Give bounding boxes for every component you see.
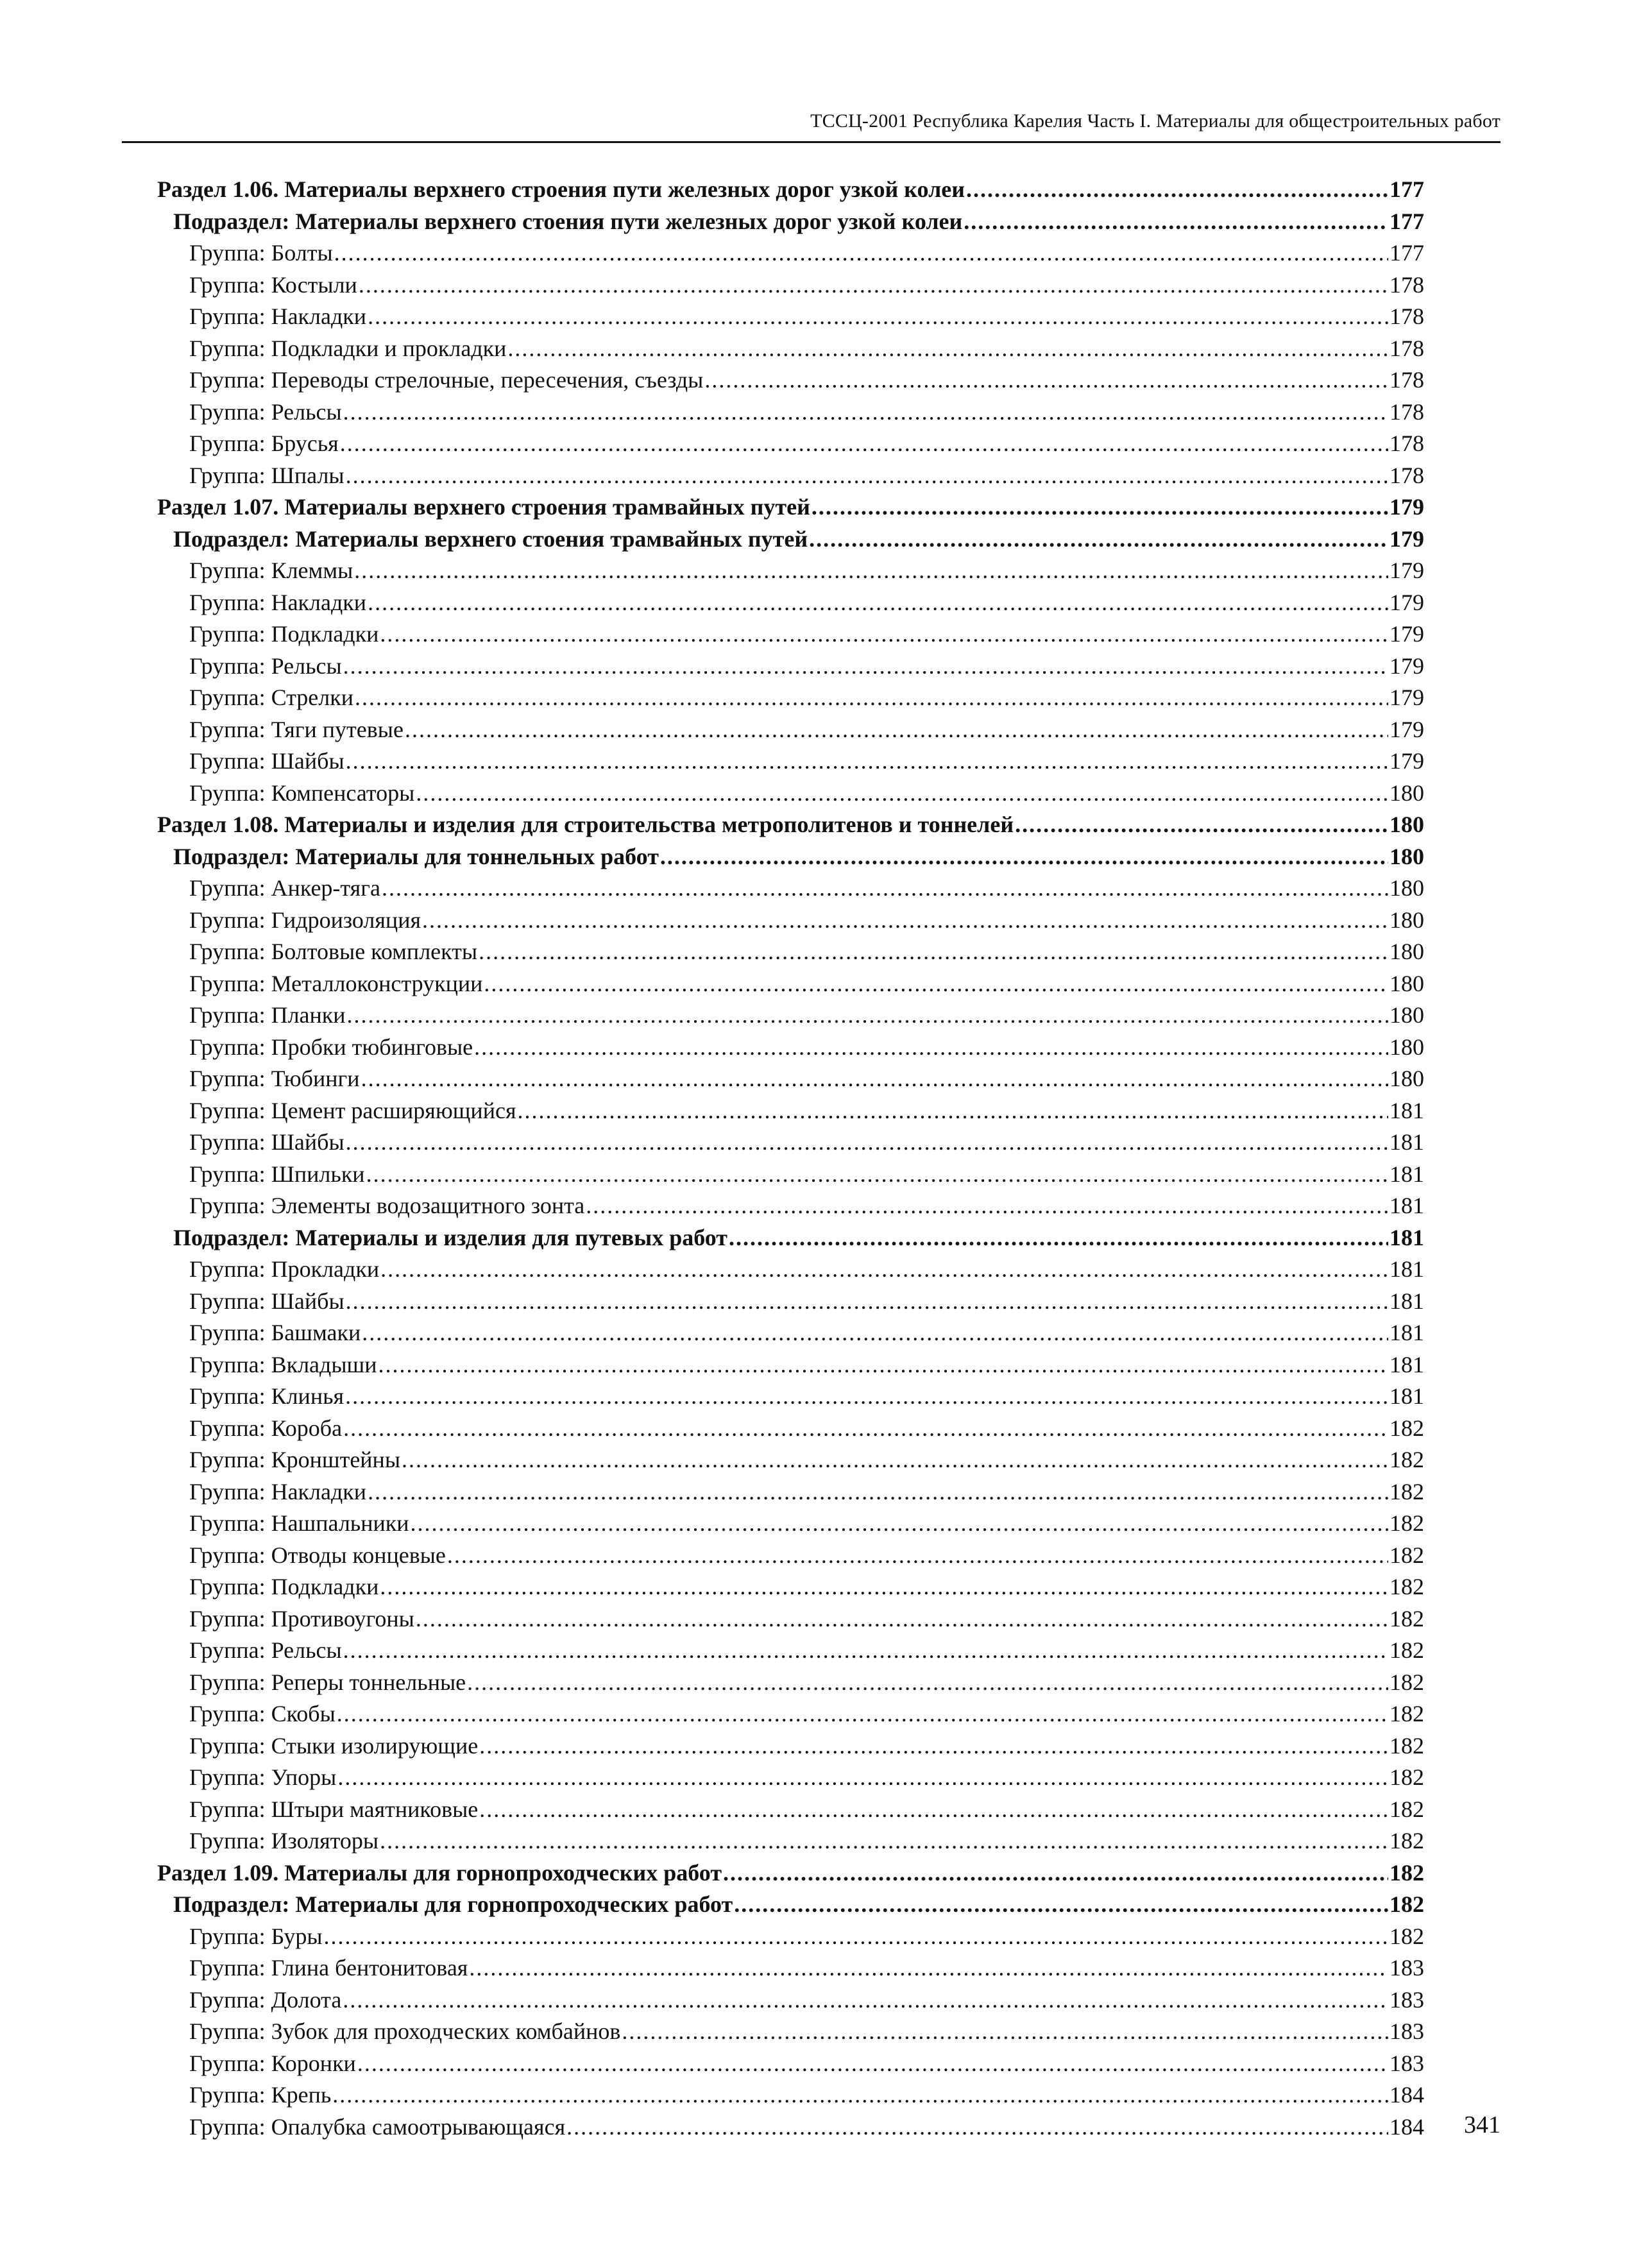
toc-group-entry — [189, 872, 1424, 904]
toc-entry-page: 182 — [1390, 1605, 1424, 1632]
toc-group-entry — [189, 1253, 1424, 1285]
toc-entry-label: Группа: Упоры — [189, 1764, 337, 1790]
dot-leader — [518, 1095, 1388, 1127]
toc-entry-label: Подраздел: Материалы и изделия для путевых работ — [173, 1224, 727, 1250]
toc-entry-page: 182 — [1390, 1415, 1424, 1441]
toc-entry-page: 183 — [1390, 2018, 1424, 2044]
toc-entry-label: Группа: Глина бентонитовая — [189, 1955, 468, 1981]
toc-entry-label: Группа: Рельсы — [189, 1637, 342, 1663]
toc-entry-page: 184 — [1390, 2082, 1424, 2108]
toc-entry-label: Группа: Подкладки — [189, 621, 379, 647]
toc-group-entry — [189, 618, 1424, 650]
dot-leader — [345, 1380, 1388, 1412]
toc-entry-label: Группа: Болтовые комплекты — [189, 939, 478, 964]
toc-entry-label: Группа: Брусья — [189, 431, 339, 456]
dot-leader — [405, 713, 1388, 746]
toc-entry-page: 178 — [1390, 271, 1424, 298]
toc-group-entry — [189, 586, 1424, 618]
toc-entry-page: 179 — [1390, 685, 1424, 710]
toc-entry-page: 182 — [1390, 1923, 1424, 1949]
toc-entry-page: 179 — [1390, 652, 1424, 679]
dot-leader — [337, 1698, 1388, 1730]
toc-entry-label: Группа: Клеммы — [189, 558, 353, 583]
toc-entry-page: 178 — [1390, 431, 1424, 456]
dot-leader — [411, 1507, 1388, 1539]
toc-entry-label: Группа: Рельсы — [189, 398, 342, 425]
toc-section-entry — [157, 491, 1424, 523]
toc-entry-label: Группа: Шайбы — [189, 1129, 344, 1155]
toc-entry-page: 183 — [1390, 2050, 1424, 2076]
toc-entry-page: 182 — [1390, 1732, 1424, 1759]
header-rule — [122, 141, 1500, 143]
dot-leader — [416, 1603, 1388, 1635]
toc-entry-label: Группа: Стыки изолирующие — [189, 1732, 479, 1759]
toc-entry-page: 182 — [1390, 1447, 1424, 1472]
toc-entry-label: Группа: Опалубка самоотрывающаяся — [189, 2113, 566, 2140]
toc-group-entry — [189, 968, 1424, 1000]
dot-leader — [340, 427, 1388, 459]
toc-entry-label: Группа: Реперы тоннельные — [189, 1669, 466, 1695]
toc-entry-page: 177 — [1390, 240, 1424, 266]
toc-entry-label: Группа: Прокладки — [189, 1256, 380, 1282]
dot-leader — [660, 840, 1388, 873]
toc-entry-label: Группа: Накладки — [189, 303, 367, 329]
toc-entry-label: Группа: Шайбы — [189, 1288, 344, 1314]
toc-group-entry — [189, 745, 1424, 777]
toc-entry-label: Группа: Крепь — [189, 2082, 332, 2108]
dot-leader — [422, 904, 1388, 936]
toc-entry-page: 180 — [1390, 1066, 1424, 1091]
dot-leader — [346, 1285, 1388, 1317]
toc-group-entry — [189, 650, 1424, 682]
toc-group-entry — [189, 935, 1424, 968]
toc-group-entry — [189, 1666, 1424, 1698]
dot-leader — [343, 1984, 1388, 2016]
dot-leader — [368, 586, 1388, 618]
toc-entry-page: 180 — [1390, 875, 1424, 901]
toc-entry-page: 181 — [1390, 1383, 1424, 1409]
toc-entry-label: Группа: Костыли — [189, 271, 357, 298]
dot-leader — [622, 2015, 1388, 2047]
toc-group-entry — [189, 1761, 1424, 1793]
toc-entry-page: 180 — [1390, 970, 1424, 996]
dot-leader — [729, 1222, 1388, 1254]
dot-leader — [380, 1825, 1388, 1857]
toc-group-entry — [189, 1158, 1424, 1190]
toc-group-entry — [189, 1603, 1424, 1635]
toc-group-entry — [189, 1285, 1424, 1317]
toc-entry-page: 181 — [1390, 1256, 1424, 1282]
toc-entry-page: 180 — [1390, 843, 1424, 869]
running-header: ТССЦ-2001 Республика Карелия Часть I. Материалы для общестроительных работ — [810, 110, 1500, 132]
toc-entry-label: Группа: Гидроизоляция — [189, 907, 421, 933]
toc-entry-label: Группа: Скобы — [189, 1701, 336, 1727]
toc-group-entry — [189, 1984, 1424, 2016]
toc-group-entry — [189, 554, 1424, 586]
toc-entry-label: Группа: Шпалы — [189, 462, 344, 488]
toc-entry-label: Группа: Шпильки — [189, 1161, 365, 1187]
toc-group-entry — [189, 1476, 1424, 1508]
dot-leader — [1015, 808, 1388, 840]
toc-entry-label: Группа: Штыри маятниковые — [189, 1796, 479, 1822]
toc-entry-label: Группа: Клинья — [189, 1383, 344, 1409]
toc-entry-label: Группа: Подкладки и прокладки — [189, 335, 507, 361]
toc-entry-label: Группа: Изоляторы — [189, 1828, 379, 1854]
toc-entry-page: 178 — [1390, 303, 1424, 329]
toc-entry-page: 178 — [1390, 398, 1424, 425]
dot-leader — [334, 237, 1388, 269]
toc-entry-page: 181 — [1390, 1288, 1424, 1314]
dot-leader — [368, 1476, 1388, 1508]
toc-entry-page: 182 — [1390, 1891, 1424, 1917]
toc-entry-page: 181 — [1390, 1129, 1424, 1155]
dot-leader — [734, 1888, 1388, 1920]
toc-entry-page: 180 — [1390, 939, 1424, 964]
toc-entry-label: Группа: Противоугоны — [189, 1605, 414, 1632]
toc-entry-page: 177 — [1390, 176, 1424, 202]
toc-entry-label: Группа: Долота — [189, 1986, 342, 2013]
toc-entry-page: 177 — [1390, 208, 1424, 234]
toc-group-entry — [189, 269, 1424, 301]
toc-group-entry — [189, 2111, 1424, 2143]
toc-entry-label: Подраздел: Материалы для горнопроходческих работ — [173, 1891, 733, 1917]
toc-group-entry — [189, 300, 1424, 332]
toc-group-entry — [189, 1189, 1424, 1222]
dot-leader — [354, 554, 1388, 586]
toc-group-entry — [189, 396, 1424, 428]
toc-entry-page: 182 — [1390, 1701, 1424, 1727]
toc-group-entry — [189, 2047, 1424, 2079]
toc-group-entry — [189, 459, 1424, 491]
toc-group-entry — [189, 364, 1424, 396]
dot-leader — [347, 999, 1388, 1031]
dot-leader — [467, 1666, 1388, 1698]
toc-group-entry — [189, 1698, 1424, 1730]
toc-entry-label: Группа: Нашпальники — [189, 1510, 409, 1536]
dot-leader — [362, 1317, 1388, 1349]
toc-group-entry — [189, 1507, 1424, 1539]
toc-entry-label: Группа: Коронки — [189, 2050, 356, 2076]
toc-group-entry — [189, 777, 1424, 809]
toc-entry-label: Группа: Металлоконструкции — [189, 970, 483, 996]
toc-entry-page: 182 — [1390, 1637, 1424, 1663]
dot-leader — [566, 2111, 1388, 2143]
toc-entry-label: Группа: Вкладыши — [189, 1351, 377, 1377]
dot-leader — [479, 1793, 1388, 1825]
toc-entry-page: 184 — [1390, 2113, 1424, 2140]
dot-leader — [484, 968, 1388, 1000]
toc-entry-page: 180 — [1390, 1002, 1424, 1028]
dot-leader — [380, 1253, 1388, 1285]
toc-group-entry — [189, 2015, 1424, 2047]
toc-section-entry — [157, 1857, 1424, 1889]
dot-leader — [343, 1634, 1388, 1666]
toc-entry-label: Группа: Рельсы — [189, 652, 342, 679]
dot-leader — [366, 1158, 1388, 1190]
toc-entry-label: Группа: Шайбы — [189, 748, 344, 774]
toc-entry-label: Группа: Элементы водозащитного зонта — [189, 1193, 585, 1218]
toc-entry-page: 182 — [1390, 1764, 1424, 1790]
toc-entry-label: Подраздел: Материалы верхнего стоения трамвайных путей — [173, 525, 808, 552]
toc-entry-page: 181 — [1390, 1320, 1424, 1345]
toc-group-entry — [189, 999, 1424, 1031]
toc-group-entry — [189, 237, 1424, 269]
toc-group-entry — [189, 904, 1424, 936]
toc-group-entry — [189, 1634, 1424, 1666]
dot-leader — [723, 1857, 1388, 1889]
toc-entry-label: Группа: Тюбинги — [189, 1066, 360, 1091]
dot-leader — [343, 1412, 1388, 1444]
dot-leader — [479, 935, 1388, 968]
dot-leader — [332, 2079, 1388, 2111]
toc-entry-page: 179 — [1390, 748, 1424, 774]
toc-entry-page: 181 — [1390, 1351, 1424, 1377]
toc-entry-label: Раздел 1.06. Материалы верхнего строения пути железных дорог узкой колеи — [157, 176, 965, 202]
toc-section-entry — [157, 173, 1424, 205]
toc-entry-page: 179 — [1390, 716, 1424, 742]
toc-entry-page: 179 — [1390, 494, 1424, 520]
toc-entry-label: Подраздел: Материалы верхнего стоения пути железных дорог узкой колеи — [173, 208, 963, 234]
dot-leader — [355, 681, 1388, 713]
dot-leader — [359, 269, 1388, 301]
toc-group-entry — [189, 1825, 1424, 1857]
toc-group-entry — [189, 1317, 1424, 1349]
dot-leader — [343, 396, 1388, 428]
toc-entry-page: 182 — [1390, 1542, 1424, 1568]
dot-leader — [402, 1444, 1388, 1476]
toc-group-entry — [189, 713, 1424, 746]
toc-entry-page: 182 — [1390, 1796, 1424, 1822]
toc-group-entry — [189, 1126, 1424, 1158]
toc-entry-label: Группа: Анкер-тяга — [189, 875, 380, 901]
toc-entry-page: 183 — [1390, 1955, 1424, 1981]
dot-leader — [343, 650, 1388, 682]
toc-subsection-entry — [173, 205, 1424, 237]
dot-leader — [469, 1952, 1388, 1984]
toc-group-entry — [189, 1062, 1424, 1095]
toc-entry-page: 180 — [1390, 1034, 1424, 1060]
toc-group-entry — [189, 1571, 1424, 1603]
dot-leader — [416, 777, 1388, 809]
toc-group-entry — [189, 1539, 1424, 1571]
toc-entry-label: Группа: Болты — [189, 240, 333, 266]
toc-entry-page: 181 — [1390, 1193, 1424, 1218]
toc-entry-page: 178 — [1390, 367, 1424, 393]
dot-leader — [704, 364, 1388, 396]
toc-entry-label: Раздел 1.08. Материалы и изделия для строительства метрополитенов и тоннелей — [157, 812, 1014, 837]
toc-entry-page: 183 — [1390, 1986, 1424, 2013]
toc-entry-page: 180 — [1390, 780, 1424, 806]
toc-entry-label: Группа: Накладки — [189, 1478, 367, 1505]
toc-entry-page: 178 — [1390, 335, 1424, 361]
toc-entry-page: 181 — [1390, 1224, 1424, 1250]
dot-leader — [447, 1539, 1388, 1571]
toc-entry-label: Группа: Переводы стрелочные, пересечения, съезды — [189, 367, 704, 393]
toc-entry-label: Группа: Подкладки — [189, 1574, 379, 1599]
toc-entry-page: 182 — [1390, 1478, 1424, 1505]
toc-group-entry — [189, 1412, 1424, 1444]
toc-group-entry — [189, 332, 1424, 364]
toc-group-entry — [189, 1380, 1424, 1412]
dot-leader — [479, 1730, 1388, 1762]
toc-entry-label: Группа: Тяги путевые — [189, 716, 404, 742]
toc-entry-page: 181 — [1390, 1161, 1424, 1187]
toc-entry-page: 180 — [1390, 812, 1424, 837]
page-number: 341 — [1464, 2111, 1500, 2138]
toc-entry-page: 178 — [1390, 462, 1424, 488]
dot-leader — [812, 491, 1388, 523]
dot-leader — [357, 2047, 1388, 2079]
dot-leader — [964, 205, 1388, 237]
toc-group-entry — [189, 1920, 1424, 1952]
toc-entry-label: Группа: Компенсаторы — [189, 780, 415, 806]
toc-subsection-entry — [173, 1222, 1424, 1254]
dot-leader — [380, 1571, 1388, 1603]
toc-entry-page: 182 — [1390, 1828, 1424, 1854]
toc-entry-label: Группа: Короба — [189, 1415, 343, 1441]
toc-group-entry — [189, 1444, 1424, 1476]
dot-leader — [474, 1031, 1388, 1063]
dot-leader — [507, 332, 1388, 364]
toc-entry-label: Группа: Цемент расширяющийся — [189, 1097, 516, 1123]
toc-section-entry — [157, 808, 1424, 840]
toc-group-entry — [189, 1952, 1424, 1984]
toc-subsection-entry — [173, 1888, 1424, 1920]
dot-leader — [324, 1920, 1388, 1952]
toc-group-entry — [189, 1730, 1424, 1762]
toc-entry-page: 182 — [1390, 1574, 1424, 1599]
toc-entry-label: Раздел 1.09. Материалы для горнопроходческих работ — [157, 1859, 722, 1886]
dot-leader — [380, 618, 1388, 650]
toc-entry-label: Раздел 1.07. Материалы верхнего строения трамвайных путей — [157, 494, 810, 520]
dot-leader — [966, 173, 1388, 205]
toc-group-entry — [189, 427, 1424, 459]
toc-entry-label: Группа: Пробки тюбинговые — [189, 1034, 473, 1060]
toc-entry-label: Группа: Буры — [189, 1923, 323, 1949]
toc-entry-label: Группа: Стрелки — [189, 685, 353, 710]
toc-entry-label: Группа: Планки — [189, 1002, 346, 1028]
toc-entry-page: 179 — [1390, 558, 1424, 583]
toc-entry-label: Группа: Кронштейны — [189, 1447, 401, 1472]
toc-entry-page: 181 — [1390, 1097, 1424, 1123]
dot-leader — [586, 1189, 1388, 1222]
toc-group-entry — [189, 1031, 1424, 1063]
dot-leader — [346, 745, 1388, 777]
toc-group-entry — [189, 1095, 1424, 1127]
toc-group-entry — [189, 681, 1424, 713]
toc-entry-label: Группа: Зубок для проходческих комбайнов — [189, 2018, 621, 2044]
toc-entry-page: 180 — [1390, 907, 1424, 933]
toc-entry-page: 179 — [1390, 589, 1424, 615]
toc-entry-label: Группа: Отводы концевые — [189, 1542, 446, 1568]
toc-entry-page: 179 — [1390, 525, 1424, 552]
dot-leader — [337, 1761, 1388, 1793]
toc-entry-label: Группа: Башмаки — [189, 1320, 361, 1345]
dot-leader — [809, 523, 1388, 555]
dot-leader — [378, 1349, 1388, 1381]
toc-subsection-entry — [173, 523, 1424, 555]
dot-leader — [346, 1126, 1388, 1158]
toc-entry-page: 182 — [1390, 1669, 1424, 1695]
dot-leader — [382, 872, 1388, 904]
toc-entry-label: Подраздел: Материалы для тоннельных работ — [173, 843, 659, 869]
toc-group-entry — [189, 1793, 1424, 1825]
dot-leader — [346, 459, 1388, 491]
dot-leader — [368, 300, 1388, 332]
toc-group-entry — [189, 2079, 1424, 2111]
toc-subsection-entry — [173, 840, 1424, 873]
toc-entry-page: 182 — [1390, 1859, 1424, 1886]
toc-entry-page: 179 — [1390, 621, 1424, 647]
toc-group-entry — [189, 1349, 1424, 1381]
dot-leader — [361, 1062, 1388, 1095]
toc-entry-page: 182 — [1390, 1510, 1424, 1536]
toc-entry-label: Группа: Накладки — [189, 589, 367, 615]
